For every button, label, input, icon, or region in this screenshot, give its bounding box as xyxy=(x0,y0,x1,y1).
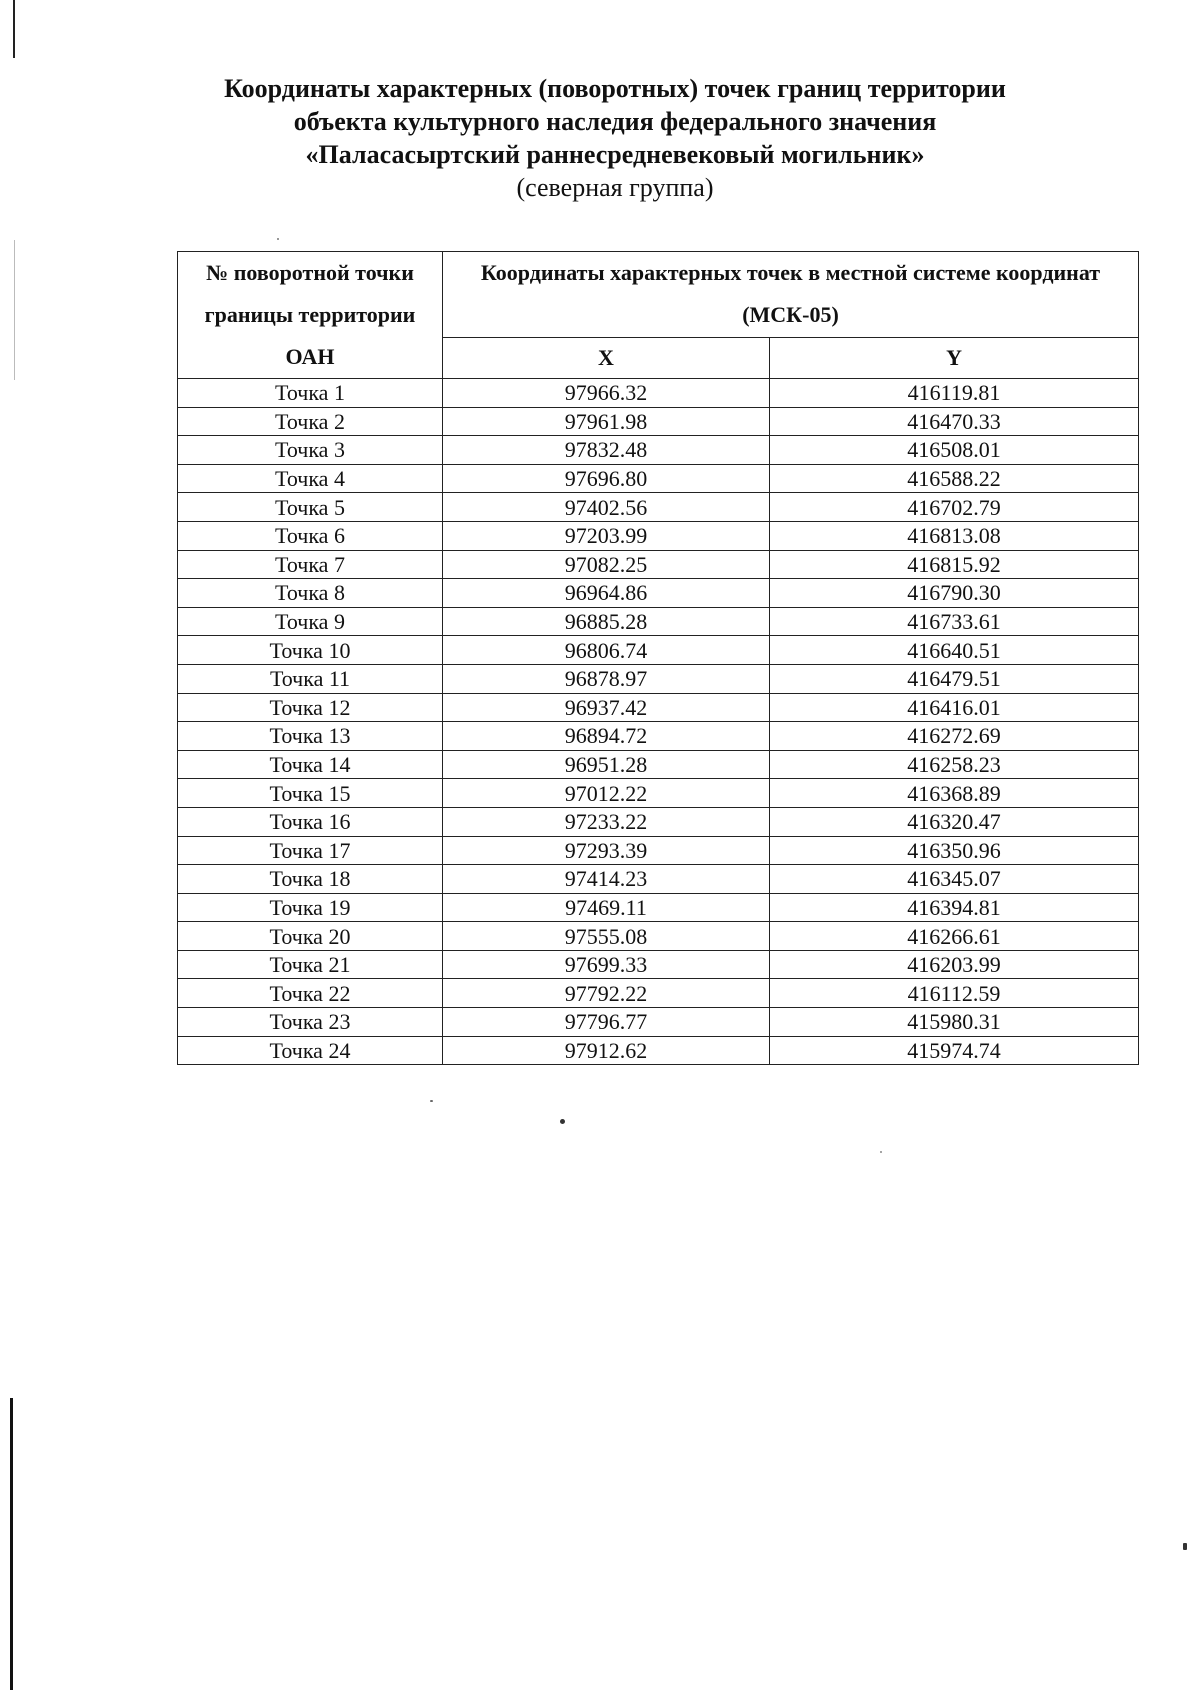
cell-x: 97832.48 xyxy=(443,436,770,465)
cell-x: 97966.32 xyxy=(443,379,770,408)
cell-y: 416320.47 xyxy=(770,807,1139,836)
cell-y: 416394.81 xyxy=(770,893,1139,922)
cell-x: 96951.28 xyxy=(443,750,770,779)
table-row xyxy=(178,607,1139,636)
cell-point: Точка 9 xyxy=(178,607,443,636)
cell-y: 416272.69 xyxy=(770,722,1139,751)
cell-y: 416815.92 xyxy=(770,550,1139,579)
document-title-line-1: Координаты характерных (поворотных) точек границ территории xyxy=(224,74,1006,103)
cell-x: 96878.97 xyxy=(443,664,770,693)
cell-point: Точка 23 xyxy=(178,1008,443,1037)
scan-edge-mark xyxy=(14,240,15,380)
scan-edge-mark xyxy=(10,1398,13,1690)
cell-point: Точка 20 xyxy=(178,922,443,951)
table-row xyxy=(178,950,1139,979)
cell-x: 97402.56 xyxy=(443,493,770,522)
table-row xyxy=(178,636,1139,665)
cell-x: 97555.08 xyxy=(443,922,770,951)
cell-y: 416813.08 xyxy=(770,521,1139,550)
cell-point: Точка 3 xyxy=(178,436,443,465)
cell-x: 97082.25 xyxy=(443,550,770,579)
cell-y: 416790.30 xyxy=(770,579,1139,608)
table-row xyxy=(178,750,1139,779)
cell-point: Точка 18 xyxy=(178,865,443,894)
table-row xyxy=(178,1008,1139,1037)
cell-point: Точка 1 xyxy=(178,379,443,408)
cell-point: Точка 6 xyxy=(178,521,443,550)
table-row xyxy=(178,464,1139,493)
cell-x: 96894.72 xyxy=(443,722,770,751)
cell-y: 416588.22 xyxy=(770,464,1139,493)
cell-point: Точка 10 xyxy=(178,636,443,665)
cell-point: Точка 4 xyxy=(178,464,443,493)
table-row xyxy=(178,865,1139,894)
header-coordinates: Координаты характерных точек в местной системе координат (МСК-05) xyxy=(443,252,1139,338)
cell-y: 416266.61 xyxy=(770,922,1139,951)
cell-y: 416368.89 xyxy=(770,779,1139,808)
table-row xyxy=(178,722,1139,751)
table-row xyxy=(178,893,1139,922)
cell-point: Точка 5 xyxy=(178,493,443,522)
header-x: X xyxy=(443,337,770,378)
cell-x: 97792.22 xyxy=(443,979,770,1008)
cell-y: 416119.81 xyxy=(770,379,1139,408)
cell-x: 97912.62 xyxy=(443,1036,770,1065)
table-body xyxy=(178,379,1139,1065)
cell-y: 415980.31 xyxy=(770,1008,1139,1037)
cell-y: 416640.51 xyxy=(770,636,1139,665)
cell-x: 96806.74 xyxy=(443,636,770,665)
cell-x: 96885.28 xyxy=(443,607,770,636)
cell-y: 416203.99 xyxy=(770,950,1139,979)
table-row xyxy=(178,693,1139,722)
cell-point: Точка 12 xyxy=(178,693,443,722)
table-row xyxy=(178,379,1139,408)
cell-y: 415974.74 xyxy=(770,1036,1139,1065)
table-row xyxy=(178,979,1139,1008)
cell-x: 97469.11 xyxy=(443,893,770,922)
cell-y: 416350.96 xyxy=(770,836,1139,865)
scan-speck xyxy=(430,1100,433,1102)
table-row xyxy=(178,779,1139,808)
table-row xyxy=(178,436,1139,465)
cell-x: 97796.77 xyxy=(443,1008,770,1037)
cell-x: 97012.22 xyxy=(443,779,770,808)
table-row xyxy=(178,836,1139,865)
cell-x: 97696.80 xyxy=(443,464,770,493)
header-point-number: № поворотной точки границы территории ОАН xyxy=(178,252,443,379)
document-title-block xyxy=(150,72,1080,204)
scan-edge-mark xyxy=(13,0,15,58)
cell-x: 96937.42 xyxy=(443,693,770,722)
cell-point: Точка 2 xyxy=(178,407,443,436)
cell-y: 416470.33 xyxy=(770,407,1139,436)
table-row xyxy=(178,521,1139,550)
table-row xyxy=(178,807,1139,836)
cell-point: Точка 15 xyxy=(178,779,443,808)
cell-x: 97233.22 xyxy=(443,807,770,836)
cell-point: Точка 17 xyxy=(178,836,443,865)
scan-speck xyxy=(880,1151,882,1153)
cell-y: 416479.51 xyxy=(770,664,1139,693)
table-row xyxy=(178,922,1139,951)
cell-point: Точка 19 xyxy=(178,893,443,922)
cell-x: 97293.39 xyxy=(443,836,770,865)
table-row xyxy=(178,1036,1139,1065)
table-row xyxy=(178,493,1139,522)
cell-y: 416112.59 xyxy=(770,979,1139,1008)
document-subtitle: (северная группа) xyxy=(516,173,714,202)
scan-speck xyxy=(277,238,279,240)
table-row xyxy=(178,550,1139,579)
document-title-line-2: объекта культурного наследия федерального значения xyxy=(293,107,937,136)
cell-x: 96964.86 xyxy=(443,579,770,608)
table-row xyxy=(178,407,1139,436)
cell-y: 416416.01 xyxy=(770,693,1139,722)
scan-speck xyxy=(1183,1543,1187,1550)
table-row xyxy=(178,579,1139,608)
cell-point: Точка 14 xyxy=(178,750,443,779)
cell-y: 416702.79 xyxy=(770,493,1139,522)
cell-point: Точка 16 xyxy=(178,807,443,836)
cell-point: Точка 8 xyxy=(178,579,443,608)
header-y: Y xyxy=(770,337,1139,378)
cell-x: 97203.99 xyxy=(443,521,770,550)
cell-x: 97961.98 xyxy=(443,407,770,436)
cell-point: Точка 7 xyxy=(178,550,443,579)
cell-x: 97699.33 xyxy=(443,950,770,979)
cell-point: Точка 24 xyxy=(178,1036,443,1065)
table-row xyxy=(178,664,1139,693)
scan-speck xyxy=(560,1119,565,1124)
cell-x: 97414.23 xyxy=(443,865,770,894)
cell-y: 416258.23 xyxy=(770,750,1139,779)
cell-y: 416508.01 xyxy=(770,436,1139,465)
cell-y: 416733.61 xyxy=(770,607,1139,636)
cell-point: Точка 11 xyxy=(178,664,443,693)
document-title-line-3: «Паласасыртский раннесредневековый могильник» xyxy=(305,140,925,169)
cell-point: Точка 13 xyxy=(178,722,443,751)
cell-y: 416345.07 xyxy=(770,865,1139,894)
cell-point: Точка 21 xyxy=(178,950,443,979)
cell-point: Точка 22 xyxy=(178,979,443,1008)
coordinates-table xyxy=(177,251,1139,1065)
